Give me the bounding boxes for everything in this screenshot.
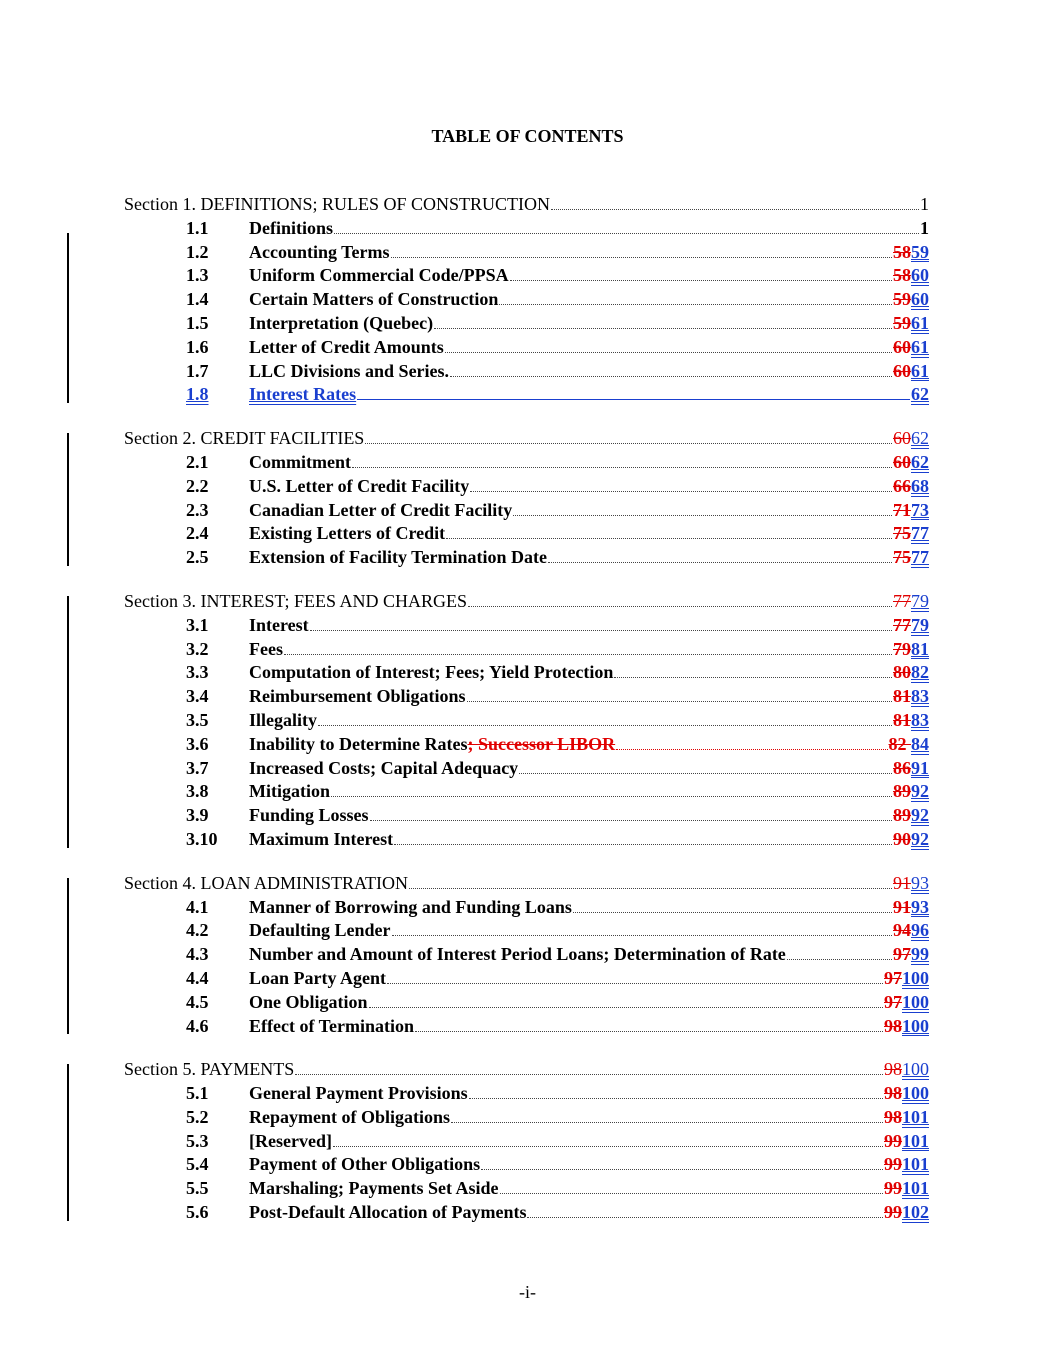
dot-leader [318,724,892,726]
entry-number: 5.4 [186,1154,209,1175]
dot-leader [614,676,892,678]
entry-number: 5.6 [186,1202,209,1223]
dot-leader [295,1073,883,1075]
toc-entry-row-inserted[interactable] [0,383,1055,407]
page-ref: 7577 [893,523,929,544]
toc-entry-row[interactable] [0,546,1055,570]
entry-title: Interpretation (Quebec) [249,312,434,333]
entry-number: 3.5 [186,709,209,730]
page-ref: 7981 [893,638,929,659]
section-heading-row[interactable] [0,872,1055,896]
entry-title: Mitigation [249,781,330,802]
entry-number: 2.5 [186,547,209,568]
entry-number: 3.1 [186,614,209,635]
toc-entry-row[interactable] [0,661,1055,685]
page-ref: 97100 [884,991,929,1012]
entry-number: 1.6 [186,336,209,357]
entry-title: Interest Rates [249,384,357,405]
dot-leader [446,537,892,539]
entry-title: Definitions [249,217,334,238]
toc-entry-row[interactable] [0,288,1055,312]
dot-leader [392,934,893,936]
dot-leader [387,982,883,984]
entry-title: Post-Default Allocation of Payments [249,1202,527,1223]
page-ref: 9092 [893,828,929,849]
entry-title: Defaulting Lender [249,920,391,941]
dot-leader [573,911,892,913]
entry-number: 3.6 [186,733,209,754]
dot-leader [513,514,892,516]
toc-entry-row[interactable] [0,1082,1055,1106]
entry-title: [Reserved] [249,1130,332,1151]
page-ref: 8992 [893,805,929,826]
dot-leader [445,351,892,353]
entry-number: 3.3 [186,662,209,683]
toc-entry-row[interactable] [0,264,1055,288]
page-ref: 8992 [893,781,929,802]
toc-section [0,872,1055,1039]
entry-number: 2.4 [186,523,209,544]
page-ref: 7779 [893,614,929,635]
dot-leader [334,232,919,234]
entry-title: Payment of Other Obligations [249,1154,481,1175]
dot-leader [500,1192,884,1194]
entry-title: U.S. Letter of Credit Facility [249,475,470,496]
page-ref: 98100 [884,1015,929,1036]
toc-entry-row[interactable] [0,614,1055,638]
entry-title: One Obligation [249,991,368,1012]
page-ref: 6061 [893,336,929,357]
entry-title: Extension of Facility Termination Date [249,547,547,568]
section-heading-row[interactable] [0,590,1055,614]
dot-leader [451,1121,883,1123]
entry-title: Commitment [249,451,351,472]
entry-number: 3.10 [186,828,218,849]
deleted-title-text: ; Successor LIBOR [467,733,616,754]
entry-number: 1.5 [186,312,209,333]
table-of-contents [0,193,1055,1245]
entry-number: 1.3 [186,265,209,286]
toc-entry-row[interactable] [0,943,1055,967]
toc-entry-row[interactable] [0,336,1055,360]
toc-entry-row[interactable] [0,522,1055,546]
toc-entry-row[interactable] [0,1153,1055,1177]
toc-section [0,427,1055,570]
toc-entry-row[interactable] [0,475,1055,499]
toc-entry-row[interactable] [0,780,1055,804]
section-heading-row[interactable] [0,193,1055,217]
entry-title: Repayment of Obligations [249,1106,451,1127]
toc-section [0,1058,1055,1225]
section-heading: Section 4. LOAN ADMINISTRATION [124,872,408,893]
dot-leader [467,700,892,702]
entry-title: Increased Costs; Capital Adequacy [249,757,519,778]
dot-leader [499,303,892,305]
page-ref: 5960 [893,289,929,310]
entry-number: 1.7 [186,360,209,381]
toc-entry-row[interactable] [0,638,1055,662]
entry-number: 4.3 [186,944,209,965]
entry-title: Marshaling; Payments Set Aside [249,1178,499,1199]
entry-number: 3.4 [186,686,209,707]
toc-entry-row[interactable] [0,312,1055,336]
page-ref: 9799 [893,944,929,965]
page-ref: 6062 [893,451,929,472]
entry-number: 1.4 [186,289,209,310]
toc-entry-row[interactable] [0,709,1055,733]
entry-title: Effect of Termination [249,1015,414,1036]
section-heading-row[interactable] [0,427,1055,451]
entry-number: 5.2 [186,1106,209,1127]
toc-section [0,590,1055,852]
toc-entry-row[interactable] [0,1130,1055,1154]
page-ref: 9193 [893,896,929,917]
page-ref: 6668 [893,475,929,496]
page-ref: 7779 [893,590,929,611]
page-ref: 8183 [893,709,929,730]
page-ref: 5860 [893,265,929,286]
page-ref: 9496 [893,920,929,941]
entry-title: Number and Amount of Interest Period Loans; Determination of Rate [249,944,786,965]
entry-title: Letter of Credit Amounts [249,336,444,357]
entry-title: Illegality [249,709,317,730]
dot-leader [434,327,892,329]
toc-entry-row[interactable] [0,967,1055,991]
page-ref: 1 [920,194,929,214]
toc-entry-row[interactable] [0,1177,1055,1201]
dot-leader [527,1216,883,1218]
page-ref: 98100 [884,1083,929,1104]
dot-leader [468,605,892,607]
page-ref: 6062 [893,428,929,449]
entry-title: Reimbursement Obligations [249,686,466,707]
entry-number: 5.3 [186,1130,209,1151]
page-ref: 7577 [893,547,929,568]
entry-number: 3.8 [186,781,209,802]
entry-title: Computation of Interest; Fees; Yield Protection [249,662,614,683]
page-ref: 1 [920,217,929,238]
entry-number: 4.1 [186,896,209,917]
toc-entry-row[interactable] [0,919,1055,943]
dot-leader [787,958,892,960]
dot-leader [369,1006,883,1008]
dot-leader [450,375,892,377]
entry-number: 4.4 [186,967,209,988]
entry-number: 1.2 [186,241,209,262]
page-ref: 9193 [893,872,929,893]
entry-title: Uniform Commercial Code/PPSA [249,265,509,286]
entry-title: Loan Party Agent [249,967,386,988]
toc-entry-row[interactable] [0,360,1055,384]
dot-leader [469,1097,883,1099]
page-ref: 7173 [893,499,929,520]
dot-leader [391,256,892,258]
page-ref: 6061 [893,360,929,381]
toc-entry-row[interactable] [0,757,1055,781]
entry-title: Canadian Letter of Credit Facility [249,499,513,520]
page-ref: 99102 [884,1202,929,1223]
dot-leader [310,629,892,631]
toc-entry-row[interactable] [0,804,1055,828]
toc-section [0,193,1055,407]
entry-title: Fees [249,638,283,659]
entry-title: Existing Letters of Credit [249,523,446,544]
insert-leader [357,398,910,400]
entry-number: 3.7 [186,757,209,778]
entry-title: Certain Matters of Construction [249,289,499,310]
page-ref: 99101 [884,1130,929,1151]
page-ref: 99101 [884,1178,929,1199]
dot-leader [333,1145,883,1147]
dot-leader [394,843,892,845]
page-ref: 82 84 [888,733,929,754]
dot-leader [365,442,892,444]
toc-entry-row[interactable] [0,217,1055,241]
page-ref: 8082 [893,662,929,683]
entry-number: 4.2 [186,920,209,941]
toc-entry-row[interactable] [0,1106,1055,1130]
entry-number: 4.6 [186,1015,209,1036]
dot-leader [481,1168,883,1170]
entry-title: LLC Divisions and Series. [249,360,450,381]
toc-entry-row[interactable] [0,896,1055,920]
entry-number: 1.1 [186,217,209,238]
toc-entry-row[interactable] [0,828,1055,852]
toc-entry-row[interactable] [0,1201,1055,1225]
page-ref: 5961 [893,312,929,333]
toc-entry-row[interactable] [0,733,1055,757]
page-ref: 62 [911,384,929,405]
dot-leader [370,819,892,821]
entry-number: 2.1 [186,451,209,472]
dot-leader [409,887,892,889]
toc-entry-row[interactable] [0,499,1055,523]
dot-leader [470,490,892,492]
toc-entry-row[interactable] [0,1015,1055,1039]
page-ref: 5859 [893,241,929,262]
section-heading: Section 5. PAYMENTS [124,1059,295,1080]
toc-entry-row[interactable] [0,991,1055,1015]
page-ref: 98101 [884,1106,929,1127]
page-number-footer: -i- [519,1282,536,1302]
dot-leader [510,279,892,281]
entry-title: Interest [249,614,309,635]
dot-leader [551,208,919,210]
section-heading: Section 2. CREDIT FACILITIES [124,428,365,449]
page-ref: 8183 [893,686,929,707]
entry-title: Maximum Interest [249,828,394,849]
entry-number: 5.1 [186,1083,209,1104]
entry-title: Inability to Determine Rates [249,733,468,754]
dot-leader [415,1030,883,1032]
entry-number: 1.8 [186,384,209,405]
entry-title: Funding Losses [249,805,369,826]
entry-title: Accounting Terms [249,241,390,262]
page-ref: 99101 [884,1154,929,1175]
entry-number: 3.9 [186,805,209,826]
dot-leader [519,772,892,774]
dot-leader [616,748,887,750]
page-ref: 97100 [884,967,929,988]
entry-number: 4.5 [186,991,209,1012]
page-title: TABLE OF CONTENTS [431,126,624,146]
entry-title: General Payment Provisions [249,1083,468,1104]
entry-title: Manner of Borrowing and Funding Loans [249,896,572,917]
dot-leader [284,653,892,655]
section-heading: Section 1. DEFINITIONS; RULES OF CONSTRUCTION [124,194,551,214]
entry-number: 2.2 [186,475,209,496]
toc-entry-row[interactable] [0,451,1055,475]
entry-number: 2.3 [186,499,209,520]
dot-leader [548,561,892,563]
entry-number: 5.5 [186,1178,209,1199]
dot-leader [331,795,892,797]
toc-entry-row[interactable] [0,241,1055,265]
page-ref: 8691 [893,757,929,778]
entry-number: 3.2 [186,638,209,659]
page-ref: 98100 [884,1059,929,1080]
section-heading: Section 3. INTEREST; FEES AND CHARGES [124,590,468,611]
section-heading-row[interactable] [0,1058,1055,1082]
toc-entry-row[interactable] [0,685,1055,709]
dot-leader [352,466,892,468]
